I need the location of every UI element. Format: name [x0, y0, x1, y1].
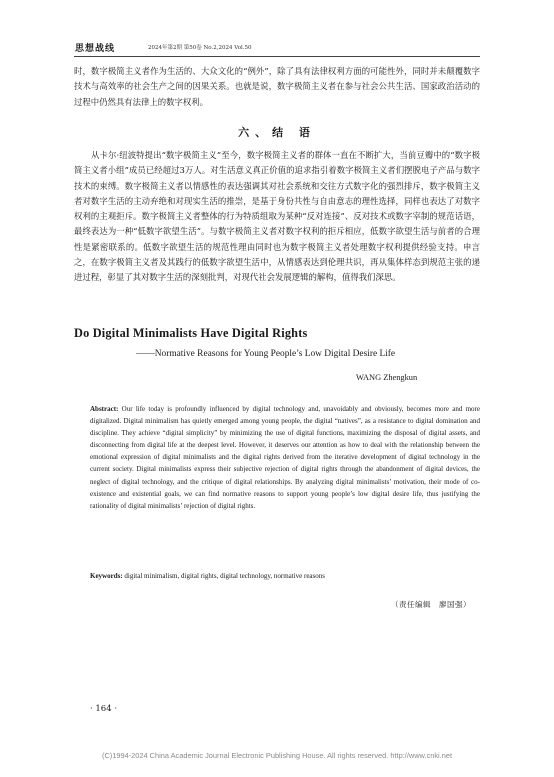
english-title: Do Digital Minimalists Have Digital Rights — [74, 326, 308, 340]
conclusion-paragraph — [74, 148, 480, 286]
issue-info: 2024年第2期 第50卷 No.2,2024 Vol.50 — [148, 45, 252, 51]
english-keywords — [90, 572, 325, 580]
conclusion-text: 从卡尔·纽波特提出“数字极简主义”至今，数字极简主义者的群体一直在不断扩大，当前豆瓣中的“数字极简主义者小组”成员已经超过3万人。对生活意义真正价值的追求指引着数字极简主义者们摆脱电子产品与数字技术的束缚。数字极简主义者以情感性的表达强调其对社会系统和交往方式数字化的强烈排斥，数字极简主义者对数字生活的主动弃绝和对现实生活的推崇，是基于身份共性与自由意志的理性选择，同样也表达了对数字权利的主观拒斥。数字极简主义者整体的行为特质组取为某种“反对连接”、反对技术或数字宰制的规范话语，最终表达为一种“低数字欲望生活”。与数字极简主义者对数字权利的拒斥相应，低数字欲望生活与前者的合理性是紧密联系的。低数字欲望生活的规范性理由同时也为数字极简主义者处理数字权利提供经验支持。申言之，在数字极简主义者及其践行的低数字欲望生活中，从情感表达到伦理共识，再从集体样态到规范主张的递进过程，彰显了其对数字生活的深刻批判，对现代社会发展逻辑的解构，值得我们深思。 — [74, 150, 480, 283]
english-subtitle: ——Normative Reasons for Young People’s Low Digital Desire Life — [136, 349, 396, 359]
paragraph-continued-text: 时，数字极简主义者作为生活的、大众文化的“例外”，除了具有法律权利方面的可能性外，同时并未颠覆数字技术与高效率的社会生产之间的因果关系。也就是说，数字极简主义者在参与社会公共生活、国家政治活动的过程中仍然具有法律上的数字权利。 — [74, 66, 480, 107]
keywords-label: Keywords: — [90, 572, 123, 580]
abstract-label: Abstract: — [90, 405, 119, 413]
responsible-editor: （责任编辑 廖国强） — [391, 600, 471, 609]
copyright-footer: (C)1994-2024 China Academic Journal Electronic Publishing House. All rights reserved. http://www.cnki.net — [102, 751, 452, 760]
english-abstract — [90, 403, 480, 512]
page-number: · 164 · — [90, 704, 118, 714]
section-heading: 六、结 语 — [238, 126, 316, 139]
header-divider — [74, 56, 480, 57]
abstract-text: Our life today is profoundly influenced by digital technology and, unavoidably and obviously, becomes more and more digitalized. Digital minimalism has quietly emerged among young people, the digital “natives”, as a resistance to digital domination and discipline. They achieve “digital simplicity” by minimizing the use of digital functions, maximizing the disposal of digital assets, and disconnecting from digital life at the deepest level. However, it deserves our attention as how to deal with the relationship between the emotional expression of digital minimalists and the digital rights derived from the iterative development of digital technology in the current society. Digital minimalists express their subjective rejection of digital rights through the abandonment of digital devices, the neglect of digital technology, and the critique of digital relationships. By analyzing digital minimalists’ motivation, their mode of co-existence and existential goals, we can find normative reasons to support young people’s low digital desire life, thus justifying the rationality of digital minimalists’ rejection of digital rights. — [90, 405, 480, 510]
paragraph-continued — [74, 64, 480, 110]
journal-name: 思想战线 — [75, 44, 116, 54]
english-author: WANG Zhengkun — [356, 373, 418, 382]
keywords-text: digital minimalism, digital rights, digital technology, normative reasons — [122, 572, 325, 580]
